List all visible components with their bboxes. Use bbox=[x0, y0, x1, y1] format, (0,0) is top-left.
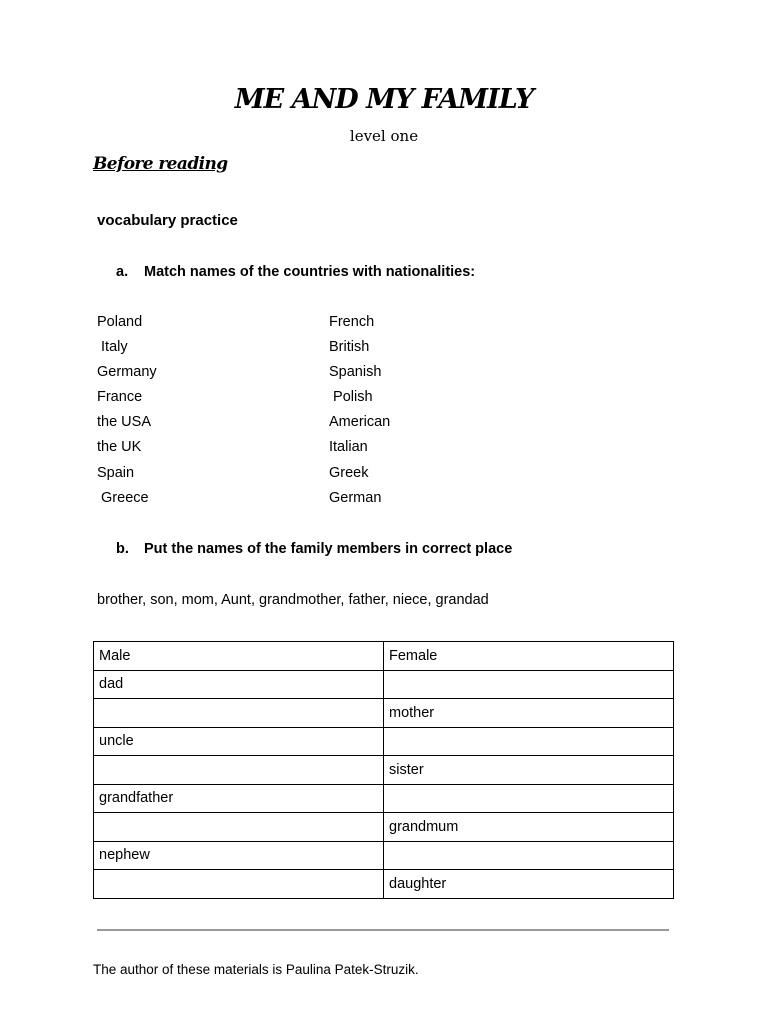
table-header-row bbox=[94, 642, 674, 671]
task-b bbox=[116, 539, 512, 559]
page-subtitle: level one bbox=[349, 127, 419, 145]
nationality-item: American bbox=[329, 414, 391, 431]
table-cell-female: grandmum bbox=[384, 813, 674, 842]
nationality-item: Greek bbox=[329, 464, 369, 481]
table-cell-female bbox=[384, 670, 674, 699]
table-header-female: Female bbox=[384, 642, 674, 671]
table-cell-female: mother bbox=[384, 699, 674, 728]
nationality-item: British bbox=[329, 339, 370, 356]
subheading: vocabulary practice bbox=[97, 212, 238, 229]
table-cell-male bbox=[94, 756, 384, 785]
table-cell-female bbox=[384, 727, 674, 756]
table-row bbox=[94, 756, 674, 785]
nationality-item: German bbox=[329, 489, 382, 506]
nationality-item: Spanish bbox=[329, 364, 382, 381]
table-cell-male: dad bbox=[94, 670, 384, 699]
table-cell-male bbox=[94, 699, 384, 728]
table-cell-female bbox=[384, 841, 674, 870]
country-item: Greece bbox=[97, 489, 149, 506]
nationality-item: Polish bbox=[329, 389, 373, 406]
table-row bbox=[94, 870, 674, 899]
task-a-letter: a. bbox=[116, 264, 129, 280]
country-item: Poland bbox=[97, 314, 143, 330]
table-cell-female: sister bbox=[384, 756, 674, 785]
table-row bbox=[94, 841, 674, 870]
word-bank: brother, son, mom, Aunt, grandmother, father, niece, grandad bbox=[97, 592, 489, 608]
table-cell-male: uncle bbox=[94, 727, 384, 756]
table-header-male: Male bbox=[94, 642, 384, 671]
table-row bbox=[94, 813, 674, 842]
country-item: Germany bbox=[97, 364, 157, 381]
section-heading: Before reading bbox=[93, 154, 228, 174]
page-title: ME AND MY FAMILY bbox=[234, 84, 534, 115]
task-b-letter: b. bbox=[116, 541, 129, 557]
country-item: the USA bbox=[97, 414, 151, 431]
family-table bbox=[93, 641, 674, 899]
table-cell-male: grandfather bbox=[94, 784, 384, 813]
nationality-item: Italian bbox=[329, 439, 368, 456]
task-b-text: Put the names of the family members in correct place bbox=[144, 541, 513, 557]
nationality-item: French bbox=[329, 314, 375, 330]
countries-column bbox=[97, 312, 157, 513]
table-cell-male bbox=[94, 870, 384, 899]
table-row bbox=[94, 727, 674, 756]
divider bbox=[97, 929, 669, 931]
table-row bbox=[94, 784, 674, 813]
table-row bbox=[94, 699, 674, 728]
country-item: France bbox=[97, 389, 143, 406]
country-item: the UK bbox=[97, 439, 142, 456]
table-cell-male: nephew bbox=[94, 841, 384, 870]
task-a bbox=[116, 262, 475, 282]
table-cell-male bbox=[94, 813, 384, 842]
footer-note: The author of these materials is Paulina Patek-Struzik. bbox=[93, 962, 419, 977]
nationalities-column bbox=[329, 312, 390, 513]
table-row bbox=[94, 670, 674, 699]
table-cell-female: daughter bbox=[384, 870, 674, 899]
task-a-text: Match names of the countries with nationalities: bbox=[144, 264, 476, 280]
table-cell-female bbox=[384, 784, 674, 813]
country-item: Italy bbox=[97, 339, 128, 356]
country-item: Spain bbox=[97, 464, 135, 481]
